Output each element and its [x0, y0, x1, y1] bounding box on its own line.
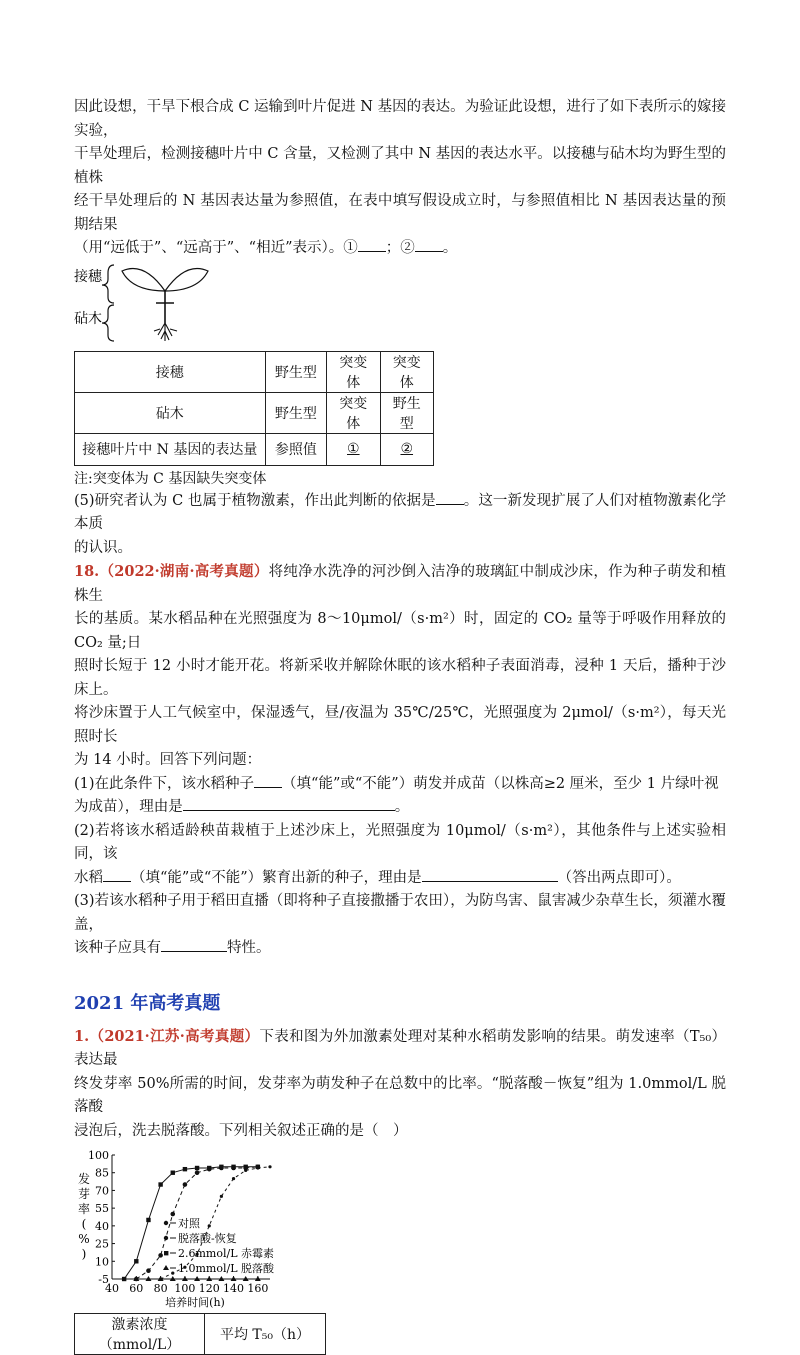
q18-sub2-line-2: [74, 867, 726, 891]
table-row: [75, 433, 434, 465]
graft-figure: [74, 263, 214, 345]
data-point: [170, 1212, 175, 1217]
x-axis-label: 培养时间(h): [165, 1296, 225, 1309]
y-tick-label: 40: [95, 1219, 109, 1233]
q18-text: 水稻: [74, 869, 103, 886]
legend-marker: [163, 1265, 169, 1270]
x-tick-label: 100: [174, 1282, 196, 1295]
table-header-concentration: 激素浓度（mmol/L）: [75, 1314, 205, 1355]
table-cell: 野生型: [265, 351, 327, 392]
q18-text: （答出两点即可）。: [557, 869, 681, 886]
data-point: [122, 1277, 126, 1281]
table-note: 注:突变体为 C 基因缺失突变体: [74, 470, 267, 487]
data-point: [219, 1165, 223, 1169]
table-cell: 野生型: [380, 392, 433, 433]
table-cell: 接穗叶片中 N 基因的表达量: [75, 433, 266, 465]
data-point: [158, 1182, 162, 1186]
table-cell-answer-2: ②: [380, 433, 433, 465]
graft-seedling-illustration: [74, 263, 214, 345]
q5-text: (5)研究者认为 C 也属于植物激素，作出此判断的依据是: [74, 492, 436, 509]
q5-line-1: [74, 490, 726, 537]
answer-blank-1[interactable]: [358, 237, 386, 252]
y-axis-label-char: 芽: [77, 1187, 91, 1201]
legend-marker: [164, 1236, 168, 1240]
data-point: [146, 1218, 150, 1222]
intro-line-3: 经干旱处理后的 N 基因表达量为参照值，在表中填写假设成立时，与参照值相比 N 基因表达量的预期结果: [74, 193, 726, 233]
germination-chart: [74, 1147, 364, 1311]
table-row: [75, 1314, 326, 1355]
intro-line-1: 因此设想，干旱下根合成 C 运输到叶片促进 N 基因的表达。为验证此设想，进行了如下表所示的嫁接实验，: [74, 99, 726, 139]
x-tick-label: 140: [223, 1282, 245, 1295]
q1-source: （2021·江苏·高考真题）: [89, 1027, 260, 1045]
q18-text: 特性。: [227, 940, 271, 956]
y-tick-label: 55: [95, 1202, 109, 1216]
answer-blank-s1[interactable]: [254, 773, 282, 788]
legend-label: 对照: [178, 1217, 200, 1230]
data-point: [171, 1171, 175, 1175]
q1-line-2: 终发芽率 50%所需的时间，发芽率为萌发种子在总数中的比率。“脱落酸－恢复”组为 1.0mmol/L 脱落酸: [74, 1075, 726, 1115]
q18-sub3-line-1: (3)若该水稻种子用于稻田直播（即将种子直接撒播于农田），为防鸟害、鼠害减少杂草生长，须灌水覆盖，: [74, 893, 726, 933]
intro-line-4: [74, 237, 726, 261]
data-point: [183, 1167, 187, 1171]
table-cell-answer-1: ①: [327, 433, 380, 465]
intro-text: （用“远低于”、“远高于”、“相近”表示）。①: [74, 240, 358, 256]
answer-blank-q5[interactable]: [436, 490, 464, 505]
table-row: [75, 392, 434, 433]
y-tick-label: -5: [98, 1273, 109, 1286]
y-axis-label-char: 发: [77, 1172, 91, 1186]
data-point: [232, 1177, 235, 1180]
q18-text: 该种子应具有: [74, 940, 161, 956]
x-tick-label: 160: [247, 1282, 269, 1295]
data-point: [244, 1169, 247, 1172]
y-axis-label-char: (: [81, 1217, 87, 1231]
y-tick-label: 25: [95, 1237, 109, 1251]
legend-marker: [164, 1221, 168, 1225]
answer-blank-s3[interactable]: [161, 937, 227, 952]
legend-label: 1.0mmol/L 脱落酸: [178, 1262, 275, 1275]
data-point: [134, 1259, 138, 1263]
answer-blank-s1-reason[interactable]: [183, 796, 395, 811]
data-point: [158, 1253, 163, 1258]
data-point: [243, 1165, 247, 1169]
q5-text: 。这一新发现扩展了人们对植物激素化学本质: [74, 492, 727, 532]
answer-blank-s2-reason[interactable]: [422, 867, 558, 882]
intro-line-2: 干旱处理后，检测接穗叶片中 C 含量，又检测了其中 N 基因的表达水平。以接穗与砧木均为野生型的植株: [74, 146, 726, 186]
x-tick-label: 120: [198, 1282, 220, 1295]
answer-blank-2[interactable]: [415, 237, 443, 252]
legend-label: 脱落酸-恢复: [178, 1232, 237, 1245]
q1-line-1: [74, 1025, 726, 1073]
legend-marker: [164, 1251, 168, 1255]
germination-chart-svg: [74, 1147, 364, 1311]
table-cell: 突变体: [380, 351, 433, 392]
data-point: [171, 1271, 174, 1274]
legend-label: 2.6mmol/L 赤霉素: [178, 1247, 275, 1260]
table-cell: 参照值: [265, 433, 327, 465]
rootstock-label: 砧木: [74, 310, 102, 327]
x-tick-label: 60: [129, 1282, 144, 1295]
table-cell: 砧木: [75, 392, 266, 433]
data-point: [208, 1224, 211, 1227]
q18-sub1-line-1: [74, 773, 726, 797]
q5-line-2: 的认识。: [74, 539, 132, 556]
q18-sub1-line-2: [74, 796, 726, 820]
q18-line-2: 长的基质。某水稻品种在光照强度为 8～10μmol/（s·m²）时，固定的 CO₂ 量等于呼吸作用释放的 CO₂ 量;日: [74, 611, 726, 651]
document-page: [74, 96, 726, 1355]
y-axis-label-char: %: [78, 1232, 90, 1246]
hormone-table: [74, 1313, 326, 1355]
table-cell: 突变体: [327, 392, 380, 433]
q18-sub2-line-1: (2)若将该水稻适龄秧苗栽植于上述沙床上，光照强度为 10μmol/（s·m²），其他条件与上述实验相同，该: [74, 822, 726, 862]
table-cell: 接穗: [75, 351, 266, 392]
q18-number: 18.: [74, 563, 100, 580]
q1-line-3: 浸泡后，洗去脱落酸。下列相关叙述正确的是（ ）: [74, 1122, 408, 1139]
data-point: [195, 1170, 200, 1175]
y-tick-label: 10: [95, 1255, 109, 1269]
y-axis-label-char: ): [81, 1247, 87, 1261]
table-cell: 野生型: [265, 392, 327, 433]
y-axis-label-char: 率: [77, 1202, 91, 1216]
y-tick-label: 70: [95, 1184, 109, 1198]
table-header-t50: 平均 T₅₀（h）: [204, 1314, 325, 1355]
answer-blank-s2[interactable]: [103, 867, 131, 882]
q18-sub3-line-2: [74, 937, 726, 961]
x-tick-label: 40: [105, 1282, 119, 1295]
q18-text: （填“能”或“不能”）繁育出新的种子，理由是: [131, 869, 422, 886]
q18-text: (1)在此条件下，该水稻种子: [74, 775, 255, 792]
data-point: [183, 1182, 188, 1187]
data-point: [146, 1268, 151, 1273]
intro-text: ；②: [385, 240, 415, 256]
q18-source: （2022·湖南·高考真题）: [99, 563, 269, 580]
data-point: [207, 1166, 211, 1170]
table-cell: 突变体: [327, 351, 380, 392]
y-tick-label: 100: [88, 1149, 109, 1162]
data-point: [268, 1165, 271, 1168]
table-row: [75, 351, 434, 392]
q18-text: 为成苗），理由是: [74, 799, 183, 815]
q1-number: 1.: [74, 1027, 90, 1045]
y-tick-label: 85: [95, 1166, 109, 1180]
q18-line-3: 照时长短于 12 小时才能开花。将新采收并解除休眠的该水稻种子表面消毒，浸种 1 天后，播种于沙床上。: [74, 658, 726, 698]
scion-label: 接穗: [74, 268, 102, 285]
q18-text: （填“能”或“不能”）萌发并成苗（以株高≥2 厘米，至少 1 片绿叶视: [282, 775, 719, 792]
x-tick-label: 80: [153, 1282, 168, 1295]
q18-line-1: [74, 560, 726, 608]
data-point: [256, 1165, 260, 1169]
data-point: [195, 1166, 199, 1170]
q1-text: 下表和图为外加激素处理对某种水稻萌发影响的结果。萌发速率（T₅₀）表达最: [74, 1028, 727, 1068]
data-point: [231, 1165, 235, 1169]
section-title: 2021 年高考真题: [74, 992, 221, 1014]
q18-text: 将纯净水洗净的河沙倒入洁净的玻璃缸中制成沙床，作为种子萌发和植株生: [74, 564, 727, 604]
q18-line-4: 将沙床置于人工气候室中，保湿透气，昼/夜温为 35℃/25℃，光照强度为 2μmol/（s·m²），每天光照时长: [74, 705, 726, 745]
intro-text: 。: [442, 240, 458, 256]
q18-line-5: 为 14 小时。回答下列问题：: [74, 752, 262, 768]
data-point: [220, 1195, 223, 1198]
graft-table: [74, 351, 434, 466]
q18-text: 。: [394, 799, 410, 815]
